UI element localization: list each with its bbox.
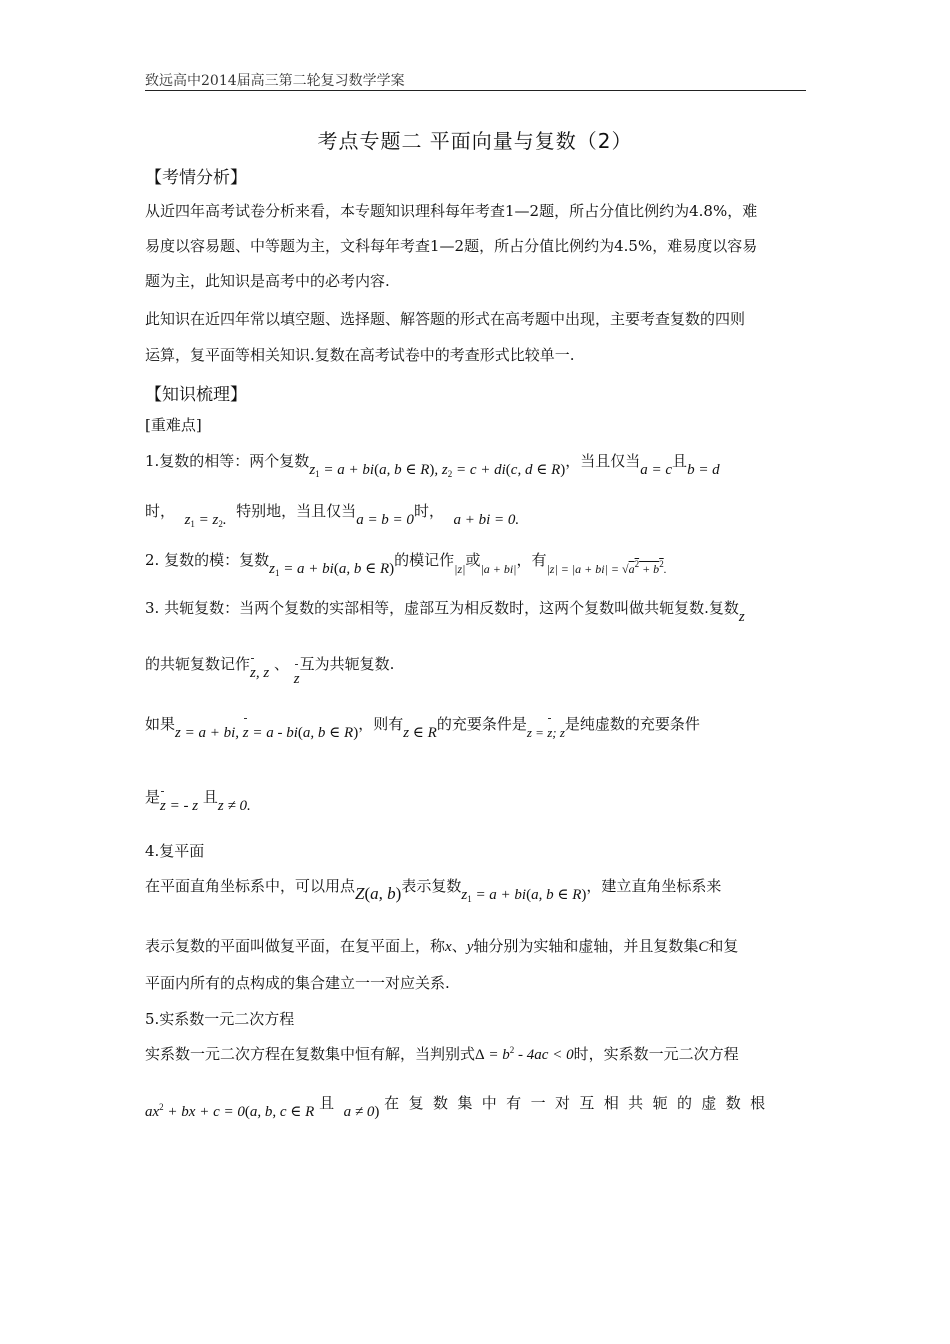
item3-line-3 — [145, 713, 807, 741]
item3-line-4 — [145, 786, 807, 814]
item3-formula-z: z — [738, 609, 745, 625]
item4-d4: 和复 — [708, 937, 739, 955]
page-title: 考点专题二 平面向量与复数（2） — [317, 129, 633, 153]
item1-line-1 — [145, 450, 807, 479]
item2-formula-z1: $z_1 = a + bi(a$, b ∈ R) — [269, 561, 395, 578]
item2-mod: 的模记作 — [394, 551, 455, 569]
item4-d1: 表示复数的平面叫做复平面，在复平面上，称 — [145, 937, 446, 955]
item1-special: 特别地，当且仅当 — [236, 502, 357, 520]
item4-formula-point: Z(a, b) — [355, 884, 402, 903]
item2-formula-absabi: |a + bi| — [480, 562, 517, 576]
item4-line-3: 平面内所有的点构成的集合建立一一对应关系. — [145, 974, 450, 992]
item4-formula-y: y — [466, 939, 474, 955]
item4-head: 4.复平面 — [145, 842, 205, 860]
item5-formula-eq: $ax^2$ + bx + c = 0(a, b, c ∈ R — [145, 1102, 315, 1120]
item5-qie: 且 — [319, 1094, 335, 1112]
item1-line-2 — [145, 500, 807, 529]
item1-formula-z1z2: $z_1 = a + bi(a$, b ∈ R), $z_2 = c + di(c$, d ∈ R) — [309, 462, 566, 479]
page-header: 致远高中2014届高三第二轮复习数学学案 — [145, 73, 405, 89]
section-analysis: 【考情分析】 — [145, 168, 247, 188]
item2-line — [145, 549, 807, 578]
item4-d2: 、 — [451, 937, 467, 955]
item1-cond: ，当且仅当 — [565, 452, 641, 470]
item1-shi2: 时， — [413, 502, 444, 520]
item4-c: ，建立直角坐标系来 — [586, 877, 722, 895]
item3-if: 如果 — [145, 715, 176, 733]
item4-d3: 轴分别为实轴和虚轴，并且复数集 — [473, 937, 699, 955]
item5-head: 5.实系数一元二次方程 — [145, 1010, 295, 1028]
item5-formula-delta: $\Delta = b^2 - 4ac < 0$ — [475, 1045, 574, 1063]
item3-is: 是 — [145, 788, 161, 806]
item4-formula-c: C — [698, 939, 709, 955]
item3-mutual: 互为共轭复数. — [299, 655, 395, 673]
section-knowledge: 【知识梳理】 — [145, 385, 247, 405]
analysis-line-2: 易度以容易题、中等题为主，文科每年考查1—2题，所占分值比例约为4.5%，难易度以容易 — [145, 237, 758, 255]
analysis-line-4: 此知识在近四年常以填空题、选择题、解答题的形式在高考题中出现，主要考查复数的四则 — [145, 310, 746, 328]
item5-tail: 在复数集中有一对互相共轭的虚数根 — [384, 1094, 775, 1112]
item2-lead: 2. 复数的模：复数 — [145, 551, 270, 569]
header-rule — [145, 90, 806, 91]
item3-then: ，则有 — [358, 715, 404, 733]
item4-line-2 — [145, 935, 807, 956]
item3-formula-zbar2: z — [293, 671, 300, 687]
item1-shi: 时， — [145, 502, 176, 520]
item1-lead: 1.复数的相等：两个复数 — [145, 452, 310, 470]
item3-nec: 的充要条件是 — [436, 715, 527, 733]
item3-formula-zeqzbar: z = z; z — [526, 725, 565, 740]
item3-formula-zne0: z ≠ 0. — [217, 798, 251, 814]
item2-have: ，有 — [516, 551, 547, 569]
item5-line-2 — [145, 1092, 807, 1120]
item3-formula-zneg: z = - z — [160, 798, 199, 814]
item3-line-1 — [145, 597, 807, 625]
item3-formula-zinr: z ∈ R — [403, 725, 437, 741]
item4-b: 表示复数 — [401, 877, 462, 895]
item5-a: 实系数一元二次方程在复数集中恒有解，当判别式 — [145, 1045, 476, 1063]
item1-formula-bd: b = d — [687, 462, 720, 478]
item4-a: 在平面直角坐标系中，可以用点 — [145, 877, 356, 895]
item3-conj: 的共轭复数记作 — [145, 655, 251, 673]
item3-pure: 是纯虚数的充要条件 — [564, 715, 700, 733]
item2-formula-absz: |z| — [454, 562, 466, 576]
item3-line-2 — [145, 653, 807, 687]
analysis-line-1: 从近四年高考试卷分析来看，本专题知识理科每年考查1—2题，所占分值比例约为4.8%，难 — [145, 202, 758, 220]
item1-formula-eq: $z_1 = z_2$. — [184, 512, 227, 529]
item5-formula-ane0: a ≠ 0) — [343, 1104, 380, 1120]
item2-formula-modulus: |z| = |a + bi| = √a2 + b2. — [546, 559, 667, 576]
item1-formula-ac: a = c — [640, 462, 673, 478]
item2-or: 或 — [465, 551, 481, 569]
analysis-line-3: 题为主，此知识是高考中的必考内容. — [145, 272, 390, 290]
item1-qie: 且 — [672, 452, 688, 470]
item1-formula-abi0: a + bi = 0. — [453, 512, 520, 528]
item4-formula-z1: $z_1 = a + bi(a$, b ∈ R) — [461, 887, 587, 904]
item1-formula-ab0: a = b = 0 — [356, 512, 414, 528]
item4-line-1 — [145, 875, 807, 904]
item3-formula-zbar: z, z — [250, 665, 270, 681]
item3-lead: 3. 共轭复数：当两个复数的实部相等，虚部互为相反数时，这两个复数叫做共轭复数.复数 — [145, 599, 739, 617]
item5-b: 时，实系数一元二次方程 — [573, 1045, 739, 1063]
item3-dun: 、 — [273, 655, 289, 673]
item5-line-1 — [145, 1043, 807, 1064]
analysis-line-5: 运算，复平面等相关知识.复数在高考试卷中的考查形式比较单一. — [145, 346, 575, 364]
item3-formula-zdef: z = a + bi, z = a - bi(a, b ∈ R) — [175, 725, 359, 741]
key-points-label: [重难点] — [145, 416, 202, 434]
item3-qie: 且 — [202, 788, 218, 806]
item4-formula-x: x — [445, 939, 452, 955]
